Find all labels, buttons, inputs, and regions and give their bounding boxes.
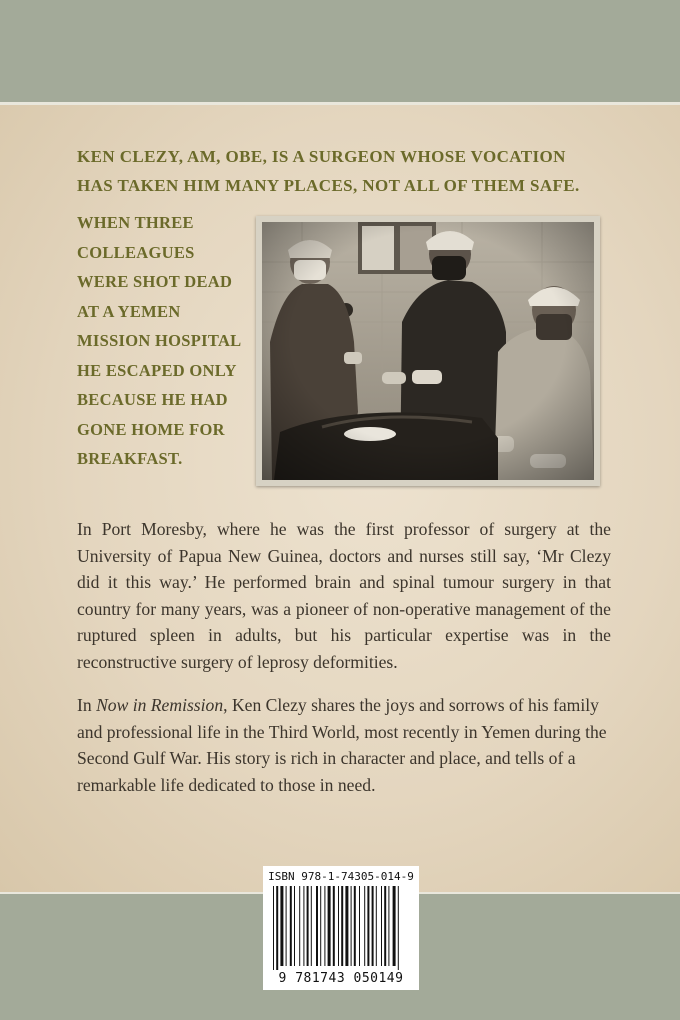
isbn-label: ISBN 978-1-74305-014-9 [268, 870, 414, 883]
book-title: Now in Remission [96, 695, 224, 715]
barcode-box [263, 866, 419, 990]
barcode-bar [316, 886, 318, 966]
barcode-bar [320, 886, 321, 966]
barcode-bar [372, 886, 374, 966]
barcode-bar [280, 886, 283, 966]
barcode-bar [338, 886, 339, 966]
side-line: BECAUSE HE HAD [77, 390, 228, 409]
barcode-bar [276, 886, 278, 970]
barcode-bar [381, 886, 382, 966]
barcode-bar [367, 886, 369, 966]
barcode-bar [345, 886, 348, 966]
barcode-bar [341, 886, 343, 966]
side-line: BREAKFAST. [77, 449, 183, 468]
top-band [0, 0, 680, 104]
body-paragraph-1: In Port Moresby, where he was the first professor of surgery at the University of Papua New Guinea, doctors and nurses still say, ‘Mr Clezy did it this way.’ He performed brain and spinal tumour surgery in that country for many years, was a pioneer of non-operative management of the ruptured spleen in adults, but his particular expertise was in the reconstructive surgery of leprosy deformities. [77, 519, 611, 672]
barcode-bar [364, 886, 365, 966]
barcode-bar [307, 886, 309, 966]
p2-suffix: , Ken Clezy shares the joys and sorrows of his family and professional life in the Third World, most recently in Yemen during the Second Gulf War. His story is rich in character and place, and tells of a remarkable life dedicated to those in need. [77, 695, 607, 795]
barcode-bar [299, 886, 300, 966]
side-line: WERE SHOT DEAD [77, 272, 233, 291]
barcode-bar [376, 886, 377, 966]
surgery-photo-image [262, 222, 594, 480]
p2-prefix: In [77, 695, 97, 715]
barcode-bars [271, 886, 411, 970]
barcode-bar [388, 886, 389, 966]
headline [77, 142, 637, 200]
body-paragraph-2 [77, 692, 611, 798]
barcode-bar [324, 886, 325, 966]
headline-line: KEN CLEZY, AM, OBE, IS A SURGEON WHOSE VOCATION [77, 147, 566, 166]
barcode-bar [286, 886, 287, 966]
barcode-bar [303, 886, 304, 966]
barcode-bar [328, 886, 331, 966]
barcode-bar [290, 886, 292, 966]
side-line: AT A YEMEN [77, 301, 181, 321]
headline-line: HAS TAKEN HIM MANY PLACES, NOT ALL OF THEM SAFE. [77, 176, 580, 195]
barcode-digits: 9 781743 050149 [278, 971, 404, 986]
side-line: COLLEAGUES [77, 242, 195, 262]
barcode-bar [311, 886, 312, 966]
side-line: HE ESCAPED ONLY [77, 360, 237, 380]
barcode-bar [393, 886, 396, 966]
barcode-bar [398, 886, 399, 970]
barcode-bar [354, 886, 356, 966]
barcode-bar [294, 886, 295, 966]
barcode-bar [273, 886, 274, 970]
barcode-bar [351, 886, 352, 966]
side-line: MISSION HOSPITAL [77, 331, 242, 350]
side-line: WHEN THREE [77, 213, 194, 232]
side-line: GONE HOME FOR [77, 419, 225, 439]
barcode-bar [333, 886, 335, 966]
side-column [77, 208, 262, 474]
body-text [77, 516, 611, 815]
barcode-bar [359, 886, 360, 966]
barcode-bar [384, 886, 386, 966]
surgery-photo [256, 216, 600, 486]
